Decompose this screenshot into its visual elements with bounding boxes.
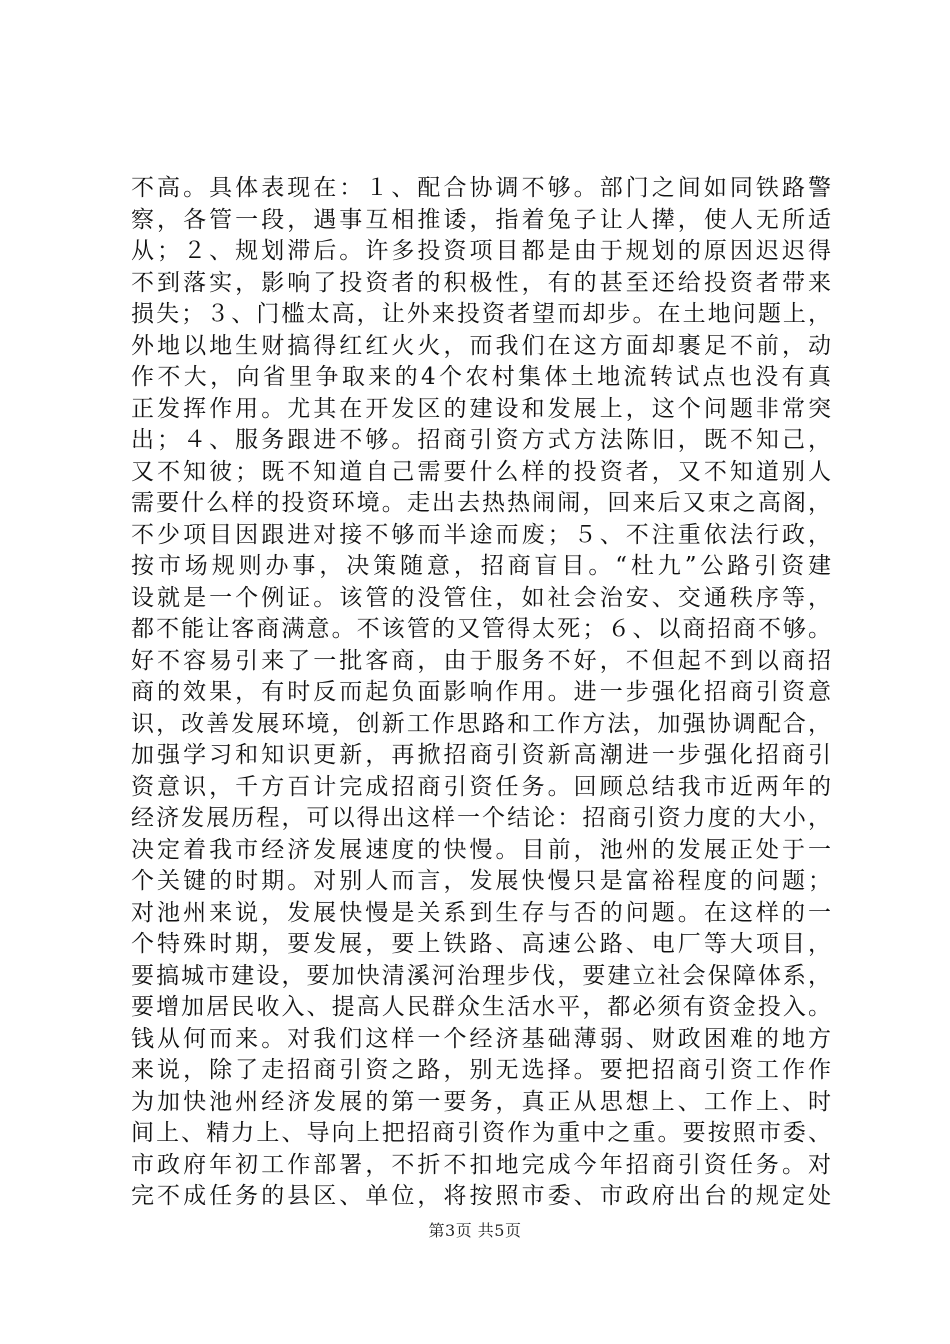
text-line: 察，各管一段，遇事互相推诿，指着兔子让人撵，使人无所适 — [131, 206, 831, 233]
text-line: 商的效果，有时反而起负面影响作用。进一步强化招商引资意 — [131, 679, 831, 705]
text-line: 按市场规则办事，决策随意，招商盲目。“杜九”公路引资建 — [131, 553, 831, 579]
text-line: 个关键的时期。对别人而言，发展快慢只是富裕程度的问题； — [131, 868, 831, 894]
text-line: 来说，除了走招商引资之路，别无选择。要把招商引资工作作 — [131, 1057, 831, 1083]
text-line: 经济发展历程，可以得出这样一个结论：招商引资力度的大小， — [131, 805, 831, 831]
text-line: 正发挥作用。尤其在开发区的建设和发展上，这个问题非常突 — [131, 395, 831, 422]
text-line: 出；４、服务跟进不够。招商引资方式方法陈旧，既不知己， — [131, 427, 831, 453]
text-line: 完不成任务的县区、单位，将按照市委、市政府出台的规定处 — [131, 1183, 831, 1209]
text-line: 要搞城市建设，要加快清溪河治理步伐，要建立社会保障体系， — [131, 962, 831, 989]
text-line: 不高。具体表现在：１、配合协调不够。部门之间如同铁路警 — [131, 175, 831, 201]
text-line: 不到落实，影响了投资者的积极性，有的甚至还给投资者带来 — [131, 269, 831, 296]
text-line: 好不容易引来了一批客商，由于服务不好，不但起不到以商招 — [131, 647, 831, 674]
text-line: 个特殊时期，要发展，要上铁路、高速公路、电厂等大项目， — [131, 931, 831, 957]
text-line: 加强学习和知识更新，再掀招商引资新高潮进一步强化招商引 — [131, 742, 831, 768]
text-line: 损失；３、门槛太高，让外来投资者望而却步。在土地问题上， — [131, 301, 831, 327]
text-line: 都不能让客商满意。不该管的又管得太死；６、以商招商不够。 — [131, 616, 831, 642]
text-line: 决定着我市经济发展速度的快慢。目前，池州的发展正处于一 — [131, 836, 831, 863]
body-paragraph — [131, 173, 831, 1213]
page-footer: 第3页 共5页 — [428, 1221, 522, 1240]
text-line: 识，改善发展环境，创新工作思路和工作方法，加强协调配合， — [131, 710, 831, 737]
text-line: 市政府年初工作部署，不折不扣地完成今年招商引资任务。对 — [131, 1151, 831, 1178]
text-line: 作不大，向省里争取来的4个农村集体土地流转试点也没有真 — [131, 364, 831, 390]
text-line: 间上、精力上、导向上把招商引资作为重中之重。要按照市委、 — [131, 1120, 831, 1146]
text-line: 资意识，千方百计完成招商引资任务。回顾总结我市近两年的 — [131, 773, 831, 800]
text-line: 不少项目因跟进对接不够而半途而废；５、不注重依法行政， — [131, 521, 831, 548]
text-line: 设就是一个例证。该管的没管住，如社会治安、交通秩序等， — [131, 584, 831, 611]
text-line: 又不知彼；既不知道自己需要什么样的投资者，又不知道别人 — [131, 458, 831, 485]
text-line: 钱从何而来。对我们这样一个经济基础薄弱、财政困难的地方 — [131, 1025, 831, 1052]
text-line: 外地以地生财搞得红红火火，而我们在这方面却裹足不前，动 — [131, 332, 831, 359]
text-line: 从；２、规划滞后。许多投资项目都是由于规划的原因迟迟得 — [131, 238, 831, 264]
text-line: 为加快池州经济发展的第一要务，真正从思想上、工作上、时 — [131, 1088, 831, 1115]
text-line: 对池州来说，发展快慢是关系到生存与否的问题。在这样的一 — [131, 899, 831, 926]
text-line: 需要什么样的投资环境。走出去热热闹闹，回来后又束之高阁， — [131, 490, 831, 516]
text-line: 要增加居民收入、提高人民群众生活水平，都必须有资金投入。 — [131, 994, 831, 1020]
